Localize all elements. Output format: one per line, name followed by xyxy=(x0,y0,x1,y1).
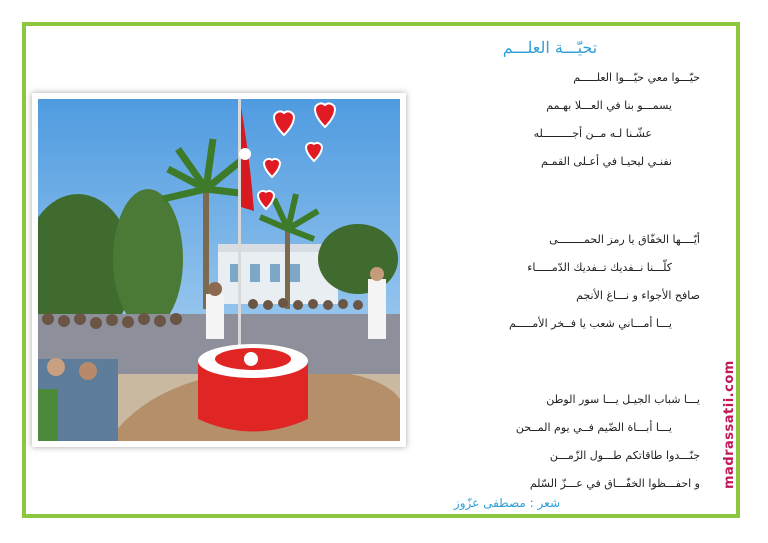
poem-line: يسمـــو بنا في العـــلا بهـمم xyxy=(546,99,672,112)
poem-line: يـــا أمـــاني شعب يا فــخر الأمـــــم xyxy=(508,317,672,330)
poem-title: تحيّـــة العلـــم xyxy=(502,38,598,57)
poem-line: يـــا شباب الجيـل يـــا سور الوطن xyxy=(546,393,700,406)
poem-line: نفنـي ليحيـا في أعـلى القمـم xyxy=(541,155,672,168)
poem-line: أيّــــها الخفّاق يا رمز الحمــــــــى xyxy=(549,233,700,246)
poem-line: حيّـــوا معي حيّـــوا العلـــــم xyxy=(573,71,700,84)
poem-line: و احفـــظوا الخفّـــاق في عـــزّ السّلم xyxy=(529,477,700,490)
poem-line: جنّـــدوا طاقاتكم طـــول الزّمـــن xyxy=(549,449,700,462)
stanza-2 xyxy=(440,226,700,338)
photo-card xyxy=(32,93,406,447)
stanza-1 xyxy=(440,64,700,176)
poem-line: كلّـــنا نــفديك تــفديك الدّمـــــاء xyxy=(527,261,672,274)
poem-line: عشّـنا لـه مــن أجـــــــــله xyxy=(533,127,652,140)
poem-author: شعر : مصطفى عزّوز xyxy=(453,496,560,510)
site-watermark: madrassatii.com xyxy=(722,360,737,490)
poem-line: يـــا أبـــاة الضّيم فــي يوم المــحن xyxy=(515,421,672,434)
poem-line: صافح الأجواء و نـــاغ الأنجم xyxy=(576,289,700,302)
flag-ceremony-photo xyxy=(38,99,400,441)
stanza-3 xyxy=(440,386,700,498)
photo-illustration xyxy=(38,99,400,441)
